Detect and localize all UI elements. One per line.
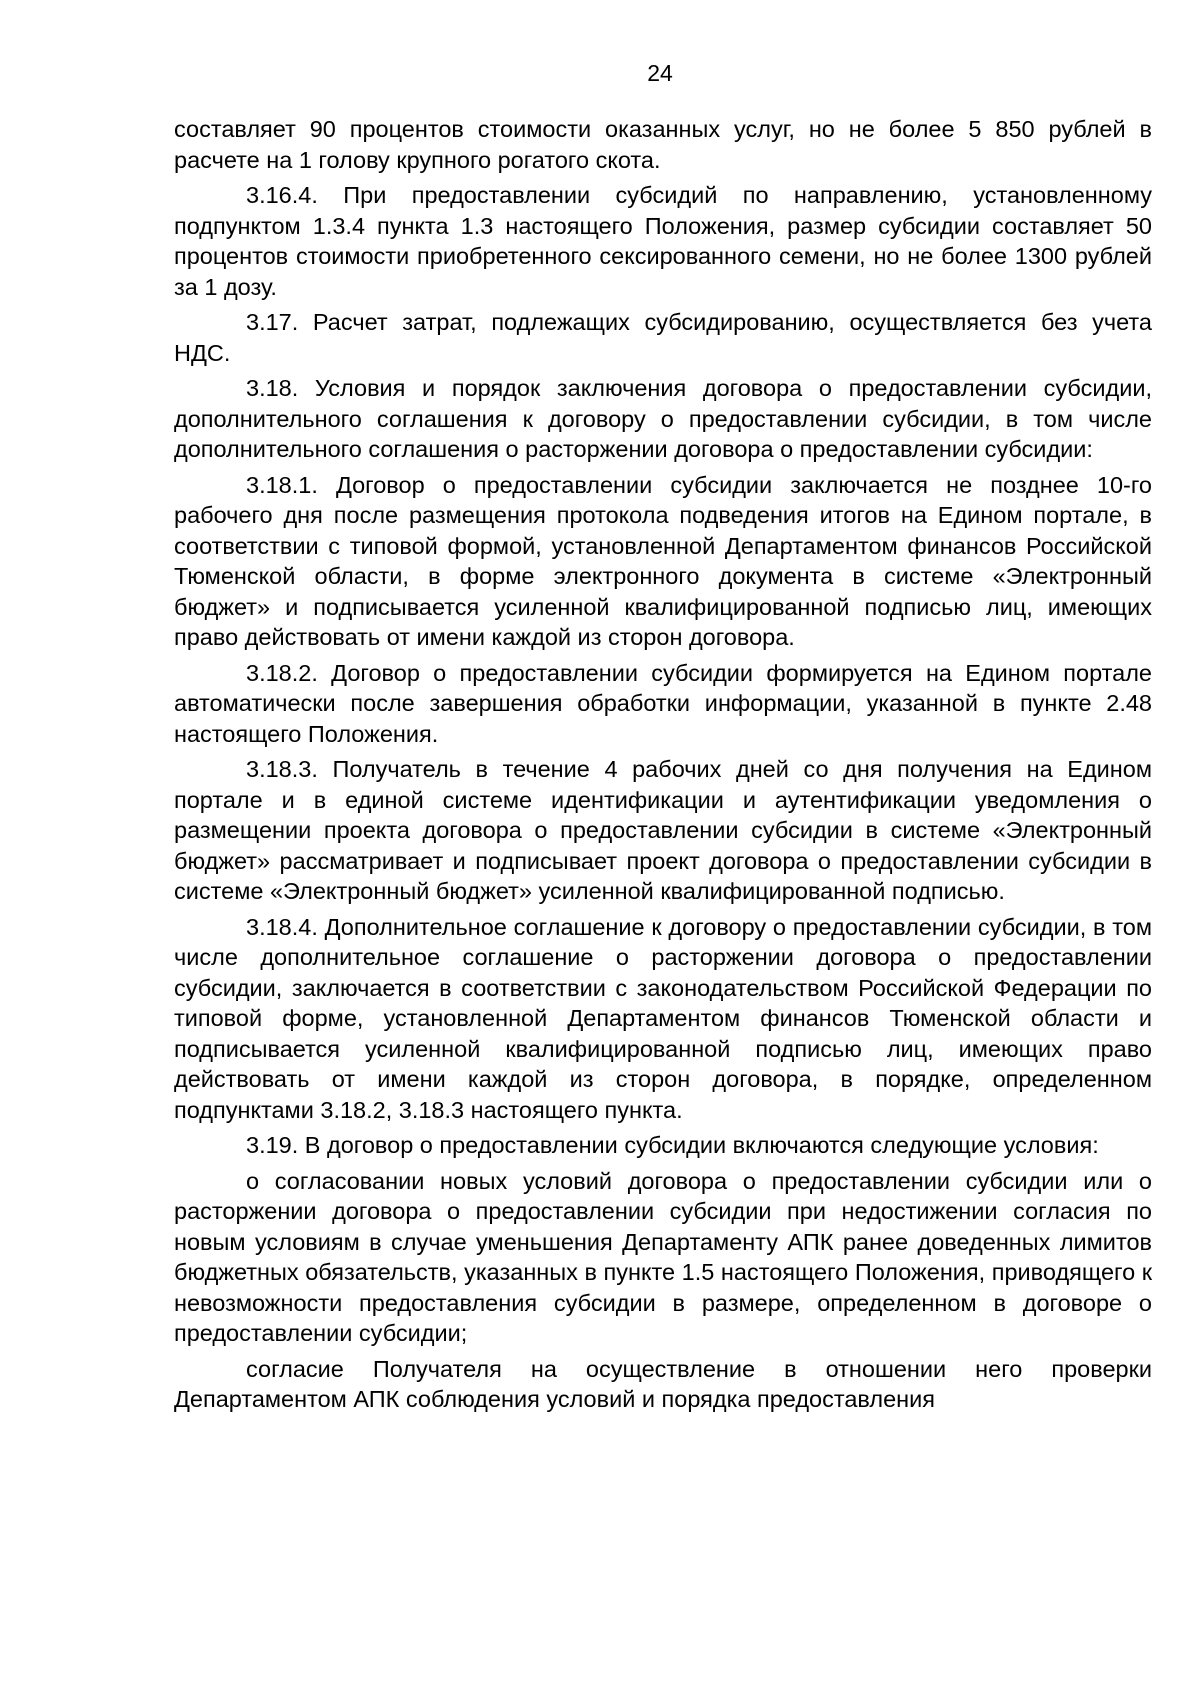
- paragraph: 3.16.4. При предоставлении субсидий по направлению, установленному подпунктом 1.3.4 пункта 1.3 настоящего Положения, размер субсидии составляет 50 процентов стоимости приобретенного сексированного семени, но не более 1300 рублей за 1 дозу.: [174, 182, 1152, 300]
- document-body: [174, 114, 1152, 1420]
- paragraph: согласие Получателя на осуществление в отношении него проверки Департаментом АПК соблюдения условий и порядка предоставления: [174, 1355, 1152, 1412]
- paragraph: 3.18. Условия и порядок заключения договора о предоставлении субсидии, дополнительного соглашения к договору о предоставлении субсидии, в том числе дополнительного соглашения о расторжении договора о предоставлении субсидии:: [174, 375, 1152, 462]
- paragraph: составляет 90 процентов стоимости оказанных услуг, но не более 5 850 рублей в расчете на 1 голову крупного рогатого скота.: [174, 116, 1152, 173]
- paragraph: о согласовании новых условий договора о предоставлении субсидии или о расторжении договора о предоставлении субсидии при недостижении согласия по новым условиям в случае уменьшения Департаменту АПК ранее доведенных лимитов бюджетных обязательств, указанных в пункте 1.5 настоящего Положения, приводящего к невозможности предоставления субсидии в размере, определенном в договоре о предоставлении субсидии;: [174, 1167, 1152, 1346]
- paragraph: 3.19. В договор о предоставлении субсидии включаются следующие условия:: [246, 1132, 1099, 1158]
- page-number: 24: [647, 60, 673, 86]
- paragraph: 3.18.3. Получатель в течение 4 рабочих дней со дня получения на Едином портале и в единой системе идентификации и аутентификации уведомления о размещении проекта договора о предоставлении субсидии в системе «Электронный бюджет» рассматривает и подписывает проект договора о предоставлении субсидии в системе «Электронный бюджет» усиленной квалифицированной подписью.: [174, 756, 1152, 904]
- paragraph: 3.18.2. Договор о предоставлении субсидии формируется на Едином портале автоматически после завершения обработки информации, указанной в пункте 2.48 настоящего Положения.: [174, 659, 1152, 747]
- paragraph: 3.17. Расчет затрат, подлежащих субсидированию, осуществляется без учета НДС.: [174, 309, 1152, 366]
- paragraph: 3.18.4. Дополнительное соглашение к договору о предоставлении субсидии, в том числе дополнительное соглашение о расторжении договора о предоставлении субсидии, заключается в соответствии с законодательством Российской Федерации по типовой форме, установленной Департаментом финансов Тюменской области и подписывается усиленной квалифицированной подписью лиц, имеющих право действовать от имени каждой из сторон договора, в порядке, определенном подпунктами 3.18.2, 3.18.3 настоящего пункта.: [174, 913, 1152, 1123]
- paragraph: 3.18.1. Договор о предоставлении субсидии заключается не позднее 10-го рабочего дня после размещения протокола подведения итогов на Едином портале, в соответствии с типовой формой, установленной Департаментом финансов Российской Тюменской области, в форме электронного документа в системе «Электронный бюджет» и подписывается усиленной квалифицированной подписью лиц, имеющих право действовать от имени каждой из сторон договора.: [174, 471, 1152, 650]
